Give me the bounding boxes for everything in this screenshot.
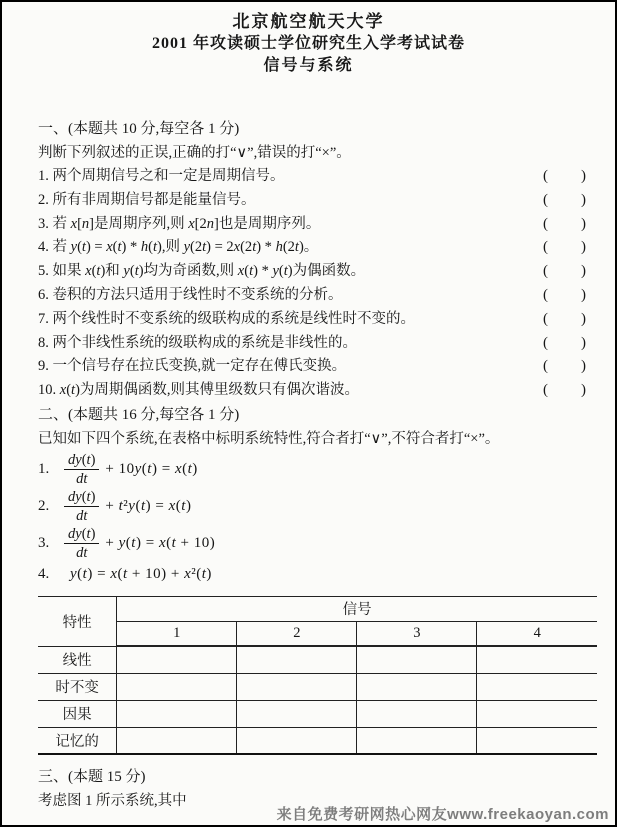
table-row-label: 因果 [38,700,117,727]
question-text: 10. x(t)为周期偶函数,则其傅里级数只有偶次谐波。 [38,382,360,399]
watermark: 来自免费考研网热心网友www.freekaoyan.com [276,806,609,823]
equation-row [38,562,597,588]
question-text: 6. 卷积的方法只适用于线性时不变系统的分析。 [38,286,343,303]
question-list [38,165,597,403]
fraction [64,526,99,561]
table-cell [237,700,357,727]
university-title: 北京航空航天大学 [232,12,385,31]
answer-blank: ( ) [543,191,587,208]
subject-title: 信号与系统 [263,57,354,74]
question-row [38,260,597,284]
table-cell [117,646,237,673]
table-row [38,727,597,754]
table-group-header: 信号 [117,596,597,621]
equation-row [38,525,597,562]
equation-expression: y(t) = x(t + 10) + x²(t) [70,566,212,583]
answer-blank: ( ) [543,382,587,399]
table-cell [117,673,237,700]
section2-heading: 二、(本题共 16 分,每空各 1 分) [38,406,240,423]
table-row [38,646,597,673]
question-text: 9. 一个信号存在拉氏变换,就一定存在傅氏变换。 [38,358,347,375]
table-cell [117,700,237,727]
question-row [38,165,597,189]
table-corner-header: 特性 [38,596,117,646]
answer-blank: ( ) [543,215,587,232]
exam-body [2,117,615,813]
answer-blank: ( ) [543,310,587,327]
table-col-header-1: 1 [117,621,237,646]
table-row-label: 时不变 [38,673,117,700]
section3-heading: 三、(本题 15 分) [38,769,146,786]
table-cell [357,646,477,673]
table-col-header-3: 3 [357,621,477,646]
equation-number: 3. [38,534,50,551]
table-cell [357,700,477,727]
fraction-denominator: dt [76,544,88,561]
table-row-label: 线性 [38,646,117,673]
section2-instruction: 已知如下四个系统,在表格中标明系统特性,符合者打“∨”,不符合者打“×”。 [38,430,500,447]
fraction-numerator: dy(t) [64,452,99,470]
fraction [64,489,99,524]
table-cell [237,727,357,754]
table-cell [477,700,597,727]
equation-row [38,451,597,488]
question-row [38,284,597,308]
answer-blank: ( ) [543,168,587,184]
equation-expression: + y(t) = x(t + 10) [105,534,216,551]
equation-expression: + 10y(t) = x(t) [105,460,198,477]
table-cell [357,673,477,700]
equation-number: 2. [38,497,50,514]
question-row [38,332,597,356]
exam-header [2,2,615,77]
question-text: 7. 两个线性时不变系统的级联构成的系统是线性时不变的。 [38,310,415,327]
question-text: 1. 两个周期信号之和一定是周期信号。 [38,168,285,184]
question-row [38,189,597,213]
question-row [38,379,597,403]
answer-blank: ( ) [543,239,587,256]
table-row-label: 记忆的 [38,727,117,754]
question-text: 5. 如果 x(t)和 y(t)均为奇函数,则 x(t) * y(t)为偶函数。 [38,263,366,280]
equation-list [38,451,597,588]
equation-number: 1. [38,460,50,477]
fraction [64,452,99,487]
section1-instruction: 判断下列叙述的正误,正确的打“∨”,错误的打“×”。 [38,145,351,161]
table-cell [477,646,597,673]
table-cell [357,727,477,754]
table-row [38,673,597,700]
table-col-header-2: 2 [237,621,357,646]
section1-heading: 一、(本题共 10 分,每空各 1 分) [38,121,240,137]
table-cell [117,727,237,754]
answer-blank: ( ) [543,286,587,303]
answer-blank: ( ) [543,358,587,375]
fraction-numerator: dy(t) [64,489,99,507]
table-cell [237,646,357,673]
fraction-numerator: dy(t) [64,526,99,544]
question-text: 8. 两个非线性系统的级联构成的系统是非线性的。 [38,334,357,351]
answer-blank: ( ) [543,334,587,351]
equation-row [38,488,597,525]
table-col-header-4: 4 [477,621,597,646]
equation-expression: + t²y(t) = x(t) [105,497,192,514]
question-text: 4. 若 y(t) = x(t) * h(t),则 y(2t) = 2x(2t) * h(2t)。 [38,239,319,256]
table-cell [477,727,597,754]
question-row [38,355,597,379]
table-cell [237,673,357,700]
question-row [38,236,597,260]
exam-title: 2001 年攻读硕士学位研究生入学考试试卷 [151,35,465,52]
section3-text: 考虑图 1 所示系统,其中 [38,793,187,810]
answer-blank: ( ) [543,263,587,280]
characteristics-table [38,596,597,756]
equation-number: 4. [38,566,50,583]
question-row [38,308,597,332]
question-text: 2. 所有非周期信号都是能量信号。 [38,191,256,208]
table-row [38,700,597,727]
fraction-denominator: dt [76,507,88,524]
question-row [38,213,597,237]
fraction-denominator: dt [76,470,88,487]
table-cell [477,673,597,700]
question-text: 3. 若 x[n]是周期序列,则 x[2n]也是周期序列。 [38,215,321,232]
